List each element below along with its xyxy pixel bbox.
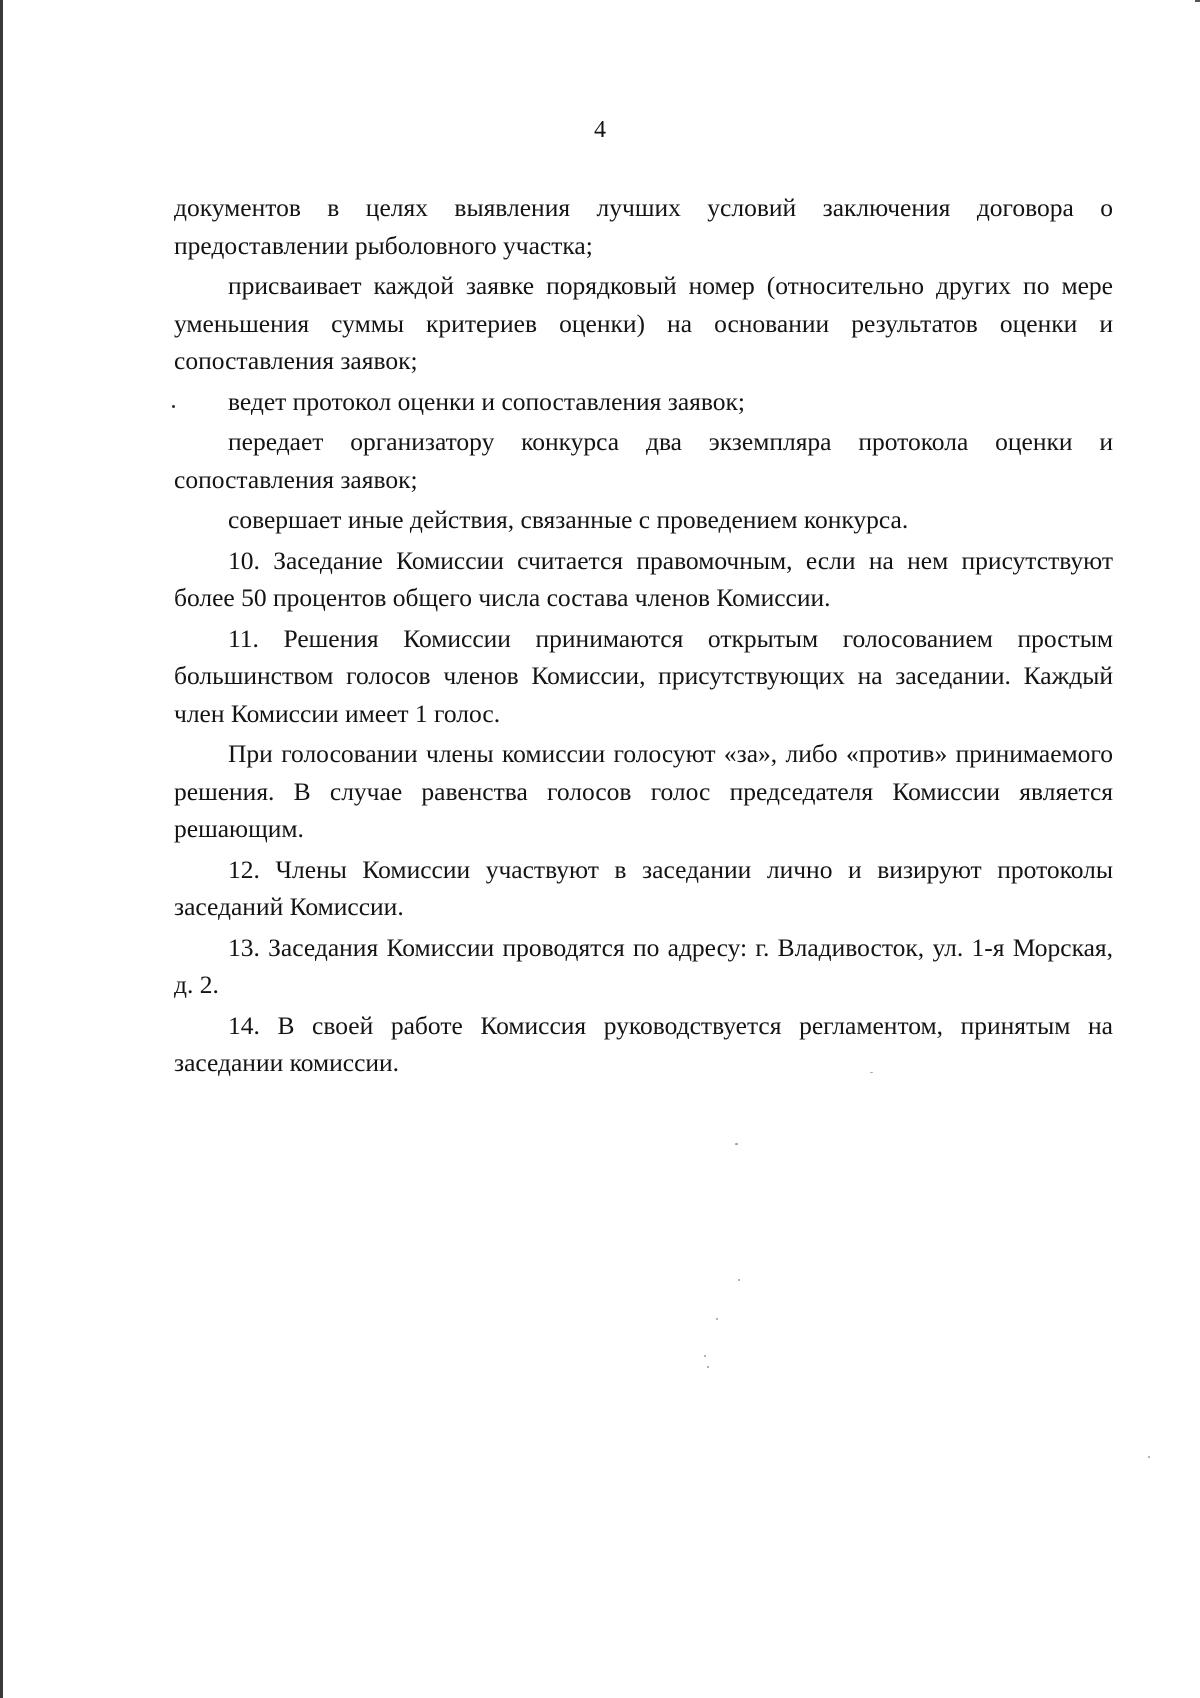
scan-speck <box>704 1355 706 1357</box>
paragraph-item-13: 13. Заседания Комиссии проводятся по адресу: г. Владивосток, ул. 1-я Морская, д. 2. <box>174 932 1113 999</box>
scan-speck <box>1148 1456 1150 1458</box>
scan-left-edge <box>0 0 3 1698</box>
scan-speck <box>738 1279 740 1281</box>
paragraph-item-14: 14. В своей работе Комиссия руководствуется регламентом, принятым на заседании комиссии. <box>174 1010 1113 1077</box>
paragraph-item-10: 10. Заседание Комиссии считается правомочным, если на нем присутствуют более 50 процентов общего числа состава членов Комиссии. <box>174 545 1113 612</box>
document-body <box>174 189 1113 1085</box>
scan-speck <box>716 1318 718 1320</box>
scan-speck <box>172 405 175 408</box>
paragraph-keep-protocol: ведет протокол оценки и сопоставления заявок; <box>228 386 745 416</box>
scan-speck <box>735 1143 738 1145</box>
paragraph-assign-number: присваивает каждой заявке порядковый номер (относительно других по мере уменьшения суммы критериев оценки) на основании результатов оценки и сопоставления заявок; <box>174 271 1113 375</box>
scan-corner-mark <box>1195 0 1200 2</box>
scan-speck <box>870 1072 873 1073</box>
paragraph-item-12: 12. Члены Комиссии участвуют в заседании лично и визируют протоколы заседаний Комиссии. <box>174 854 1113 921</box>
scan-speck <box>707 1366 709 1368</box>
paragraph-item-11: 11. Решения Комиссии принимаются открытым голосованием простым большинством голосов членов Комиссии, присутствующих на заседании. Каждый член Комиссии имеет 1 голос. <box>174 623 1113 728</box>
paragraph-continuation: документов в целях выявления лучших условий заключения договора о предоставлении рыболовного участка; <box>174 193 1113 260</box>
paragraph-transfer-copies: передает организатору конкурса два экземпляра протокола оценки и сопоставления заявок; <box>174 427 1113 494</box>
paragraph-voting: При голосовании члены комиссии голосуют «за», либо «против» принимаемого решения. В случае равенства голосов голос председателя Комиссии является решающим. <box>174 739 1113 843</box>
paragraph-other-actions: совершает иные действия, связанные с проведением конкурса. <box>228 505 909 534</box>
page-number: 4 <box>594 117 606 143</box>
